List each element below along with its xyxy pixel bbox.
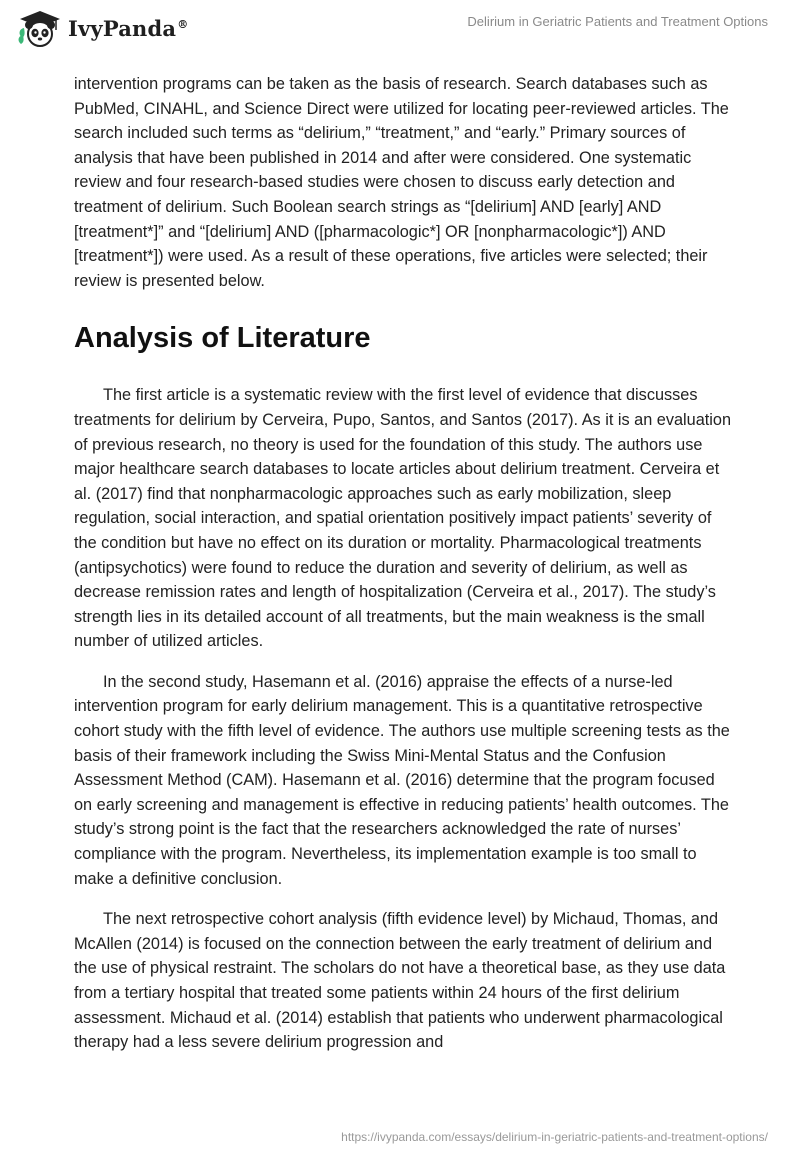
panda-graduation-cap-icon [16,8,62,48]
essay-content [74,72,734,1071]
brand-logo[interactable] [16,8,188,48]
brand-name: IvyPanda® [68,15,189,41]
body-paragraph: The first article is a systematic review with the first level of evidence that discusses treatments for delirium by Cerveira, Pupo, Santos, and Santos (2017). As it is an evaluation of previous research, no theory is used for the foundation of this study. The authors use major healthcare search databases to locate articles about delirium treatment. Cerveira et al. (2017) find that nonpharmacologic approaches such as early mobilization, sleep regulation, social interaction, and spatial orientation positively impact patients’ severity of the condition but have no effect on its duration or mortality. Pharmacological treatments (antipsychotics) were found to reduce the duration and severity of delirium, as well as decrease remission rates and length of hospitalization (Cerveira et al., 2017). The study’s strength lies in its detailed account of all treatments, but the main weakness is the small number of utilized articles. [74,386,732,651]
body-paragraph: The next retrospective cohort analysis (fifth evidence level) by Michaud, Thomas, and McAllen (2014) is focused on the connection between the early treatment of delirium and the use of physical restraint. The scholars do not have a theoretical base, as they use data from a tertiary hospital that treated some patients within 24 hours of the first delirium assessment. Michaud et al. (2014) establish that patients who underwent pharmacological therapy had a less severe delirium progression and [74,910,726,1052]
trademark-symbol: ® [177,17,189,31]
document-title: Delirium in Geriatric Patients and Treatment Options [467,14,768,29]
intro-paragraph: intervention programs can be taken as the basis of research. Search databases such as PubMed, CINAHL, and Science Direct were utilized for locating peer-reviewed articles. The search included such terms as “delirium,” “treatment,” and “early.” Primary sources of analysis that have been published in 2014 and after were considered. One systematic review and four research-based studies were chosen to discuss early detection and treatment of delirium. Such Boolean search strings as “[delirium] AND [early] AND [treatment*]” and “[delirium] AND ([pharmacologic*] OR [nonpharmacologic*]) AND [treatment*]) were used. As a result of these operations, five articles were selected; their review is presented below. [74,75,729,290]
page-header [0,0,800,62]
body-paragraph: In the second study, Hasemann et al. (2016) appraise the effects of a nurse-led intervention program for early delirium management. This is a quantitative retrospective cohort study with the fifth level of evidence. The authors use multiple screening tests as the basis of their framework including the Swiss Mini-Mental Status and the Confusion Assessment Method (CAM). Hasemann et al. (2016) determine that the program focused on early screening and management is effective in reducing patients’ health outcomes. The study’s strong point is the fact that the researchers acknowledged the rate of nurses’ compliance with the program. Nevertheless, its implementation example is too small to make a definitive conclusion. [74,672,730,888]
section-heading: Analysis of Literature [74,322,371,355]
source-url-link[interactable]: https://ivypanda.com/essays/delirium-in-geriatric-patients-and-treatment-options/ [341,1130,768,1144]
